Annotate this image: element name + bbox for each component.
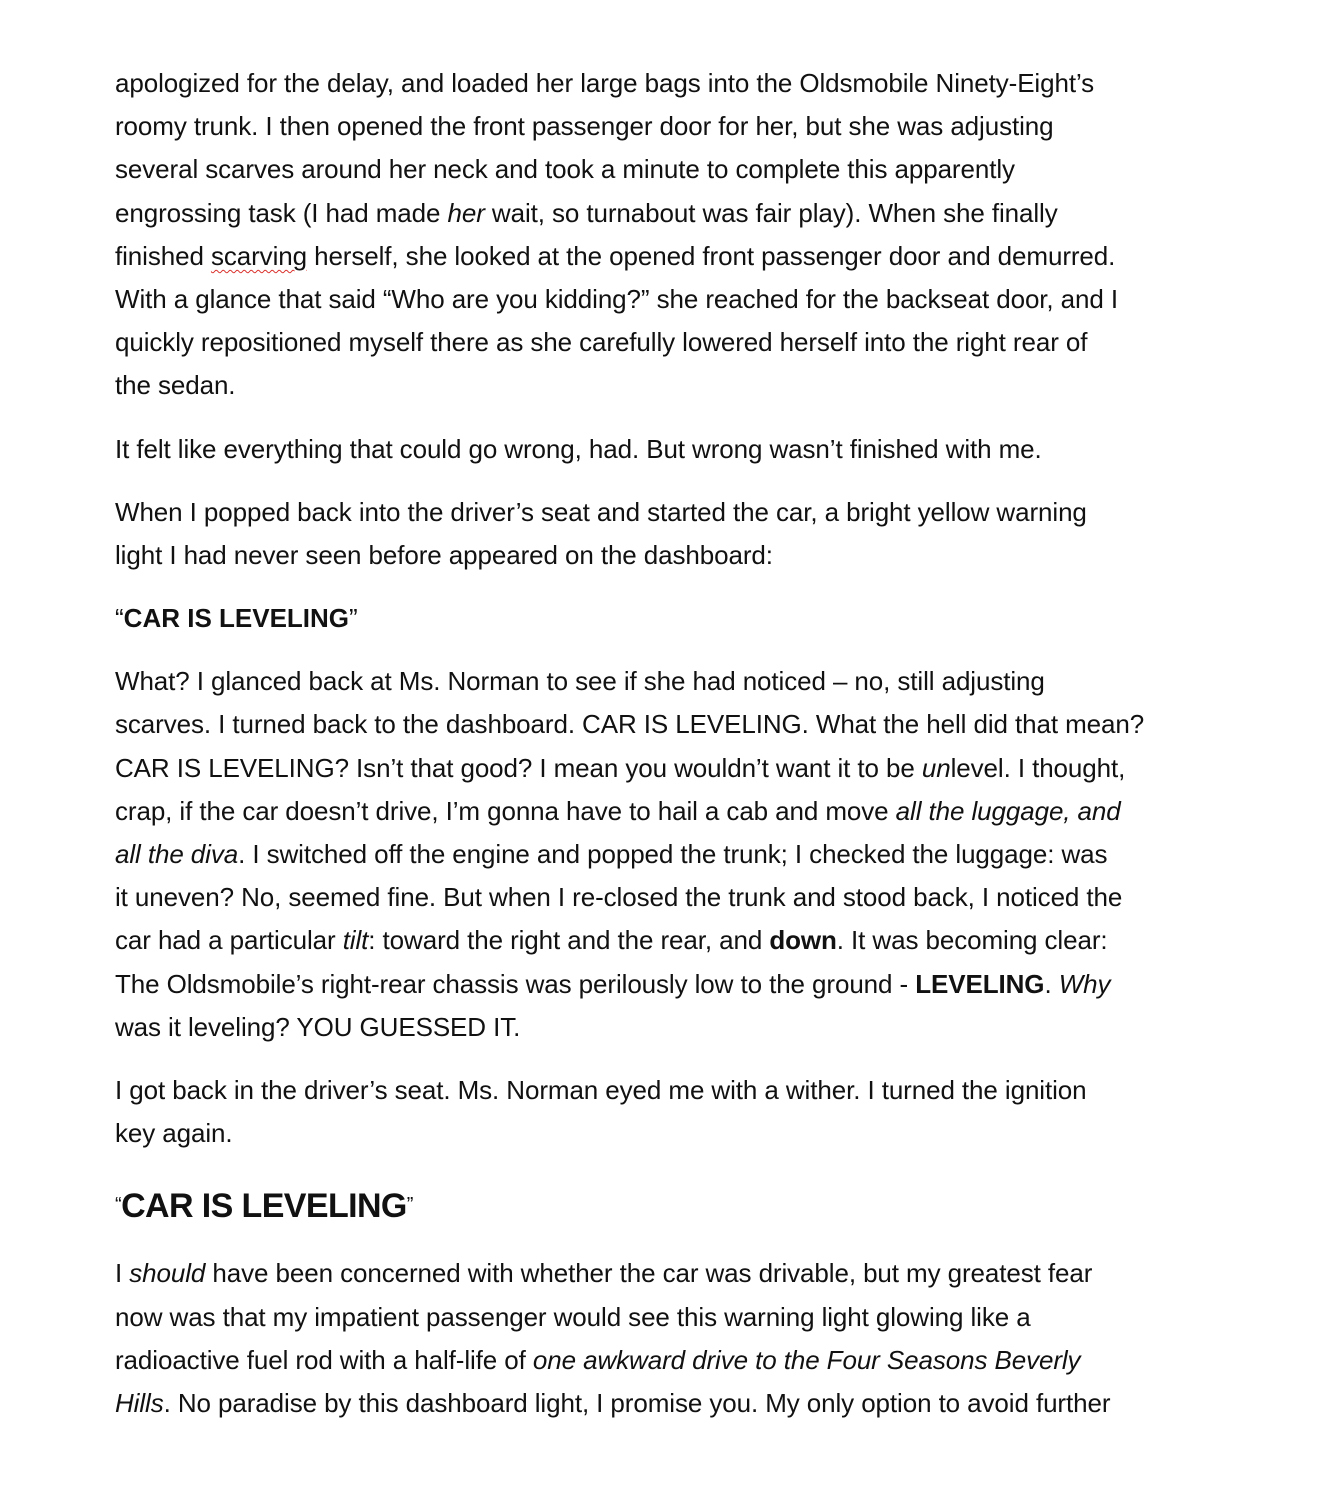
text-line <box>115 747 1225 790</box>
italic-run: tilt <box>342 925 369 956</box>
bold-run: LEVELING <box>915 968 1045 999</box>
close-quote: ” <box>349 603 358 634</box>
italic-run: un <box>921 752 951 783</box>
italic-run: all the diva <box>115 839 239 870</box>
warning-label: CAR IS LEVELING <box>123 603 350 634</box>
text-line <box>115 833 1225 876</box>
text-line <box>115 235 1225 278</box>
text-line: When I popped back into the driver’s seat and started the car, a bright yellow warning <box>115 496 1087 527</box>
document-body <box>115 62 1225 1425</box>
paragraph-spacing <box>115 1232 1225 1252</box>
italic-run: Hills <box>115 1387 164 1418</box>
text-line: With a glance that said “Who are you kidding?” she reached for the backseat door, and I <box>115 283 1119 314</box>
close-quote: ” <box>406 1194 413 1217</box>
paragraph-spacing <box>115 1049 1225 1069</box>
paragraph-spacing <box>115 471 1225 491</box>
warning-text-large <box>115 1179 1225 1232</box>
text-run: finished <box>115 240 211 271</box>
text-line <box>115 192 1225 235</box>
text-line <box>115 790 1225 833</box>
warning-text-small <box>115 597 1225 640</box>
text-line: now was that my impatient passenger would see this warning light glowing like a <box>115 1301 1031 1332</box>
italic-run: should <box>129 1258 206 1289</box>
text-run: crap, if the car doesn’t drive, I’m gonna have to hail a cab and move <box>115 795 896 826</box>
paragraph-3 <box>115 491 1225 577</box>
text-run: car had a particular <box>115 925 343 956</box>
text-line: was it leveling? YOU GUESSED IT. <box>115 1011 521 1042</box>
text-line: apologized for the delay, and loaded her large bags into the Oldsmobile Ninety-Eight’s <box>115 68 1095 98</box>
spellcheck-flagged-word[interactable]: scarving <box>210 240 307 271</box>
text-run: wait, so turnabout was fair play). When she finally <box>484 197 1058 228</box>
bold-run: down <box>769 925 837 956</box>
paragraph-6 <box>115 1252 1225 1425</box>
text-run: . <box>1044 968 1059 999</box>
open-quote: “ <box>115 603 124 634</box>
text-run: . I switched off the engine and popped the trunk; I checked the luggage: was <box>238 839 1108 870</box>
text-run: I <box>115 1258 130 1289</box>
italic-run: her <box>447 197 485 228</box>
paragraph-spacing <box>115 408 1225 428</box>
text-line: roomy trunk. I then opened the front passenger door for her, but she was adjusting <box>115 111 1054 142</box>
text-line: It felt like everything that could go wrong, had. But wrong wasn’t finished with me. <box>115 433 1042 464</box>
paragraph-spacing <box>115 1155 1225 1179</box>
text-run: radioactive fuel rod with a half-life of <box>115 1344 533 1375</box>
text-line <box>115 1339 1225 1382</box>
text-run: : toward the right and the rear, and <box>368 925 770 956</box>
text-line: the sedan. <box>115 370 236 401</box>
text-run: The Oldsmobile’s right-rear chassis was perilously low to the ground - <box>115 968 916 999</box>
paragraph-2 <box>115 428 1225 471</box>
text-line <box>115 963 1225 1006</box>
text-line: it uneven? No, seemed fine. But when I re-closed the trunk and stood back, I noticed the <box>115 882 1123 913</box>
text-run: . No paradise by this dashboard light, I promise you. My only option to avoid further <box>163 1387 1111 1418</box>
text-run: level. I thought, <box>950 752 1126 783</box>
paragraph-spacing <box>115 577 1225 597</box>
italic-run: all the luggage, and <box>895 795 1121 826</box>
text-line: What? I glanced back at Ms. Norman to see if she had noticed – no, still adjusting <box>115 666 1045 697</box>
warning-label: CAR IS LEVELING <box>121 1187 407 1226</box>
text-run: . It was becoming clear: <box>836 925 1108 956</box>
text-run: have been concerned with whether the car was drivable, but my greatest fear <box>205 1258 1093 1289</box>
paragraph-spacing <box>115 640 1225 660</box>
text-line: key again. <box>115 1118 233 1149</box>
text-run: herself, she looked at the opened front passenger door and demurred. <box>306 240 1116 271</box>
text-line: quickly repositioned myself there as she carefully lowered herself into the right rear of <box>115 327 1088 358</box>
italic-run: Why <box>1058 968 1111 999</box>
paragraph-5 <box>115 1069 1225 1155</box>
open-quote: “ <box>115 1194 122 1217</box>
paragraph-4 <box>115 660 1225 1049</box>
text-run: engrossing task (I had made <box>115 197 448 228</box>
text-line <box>115 919 1225 962</box>
text-line <box>115 1252 1225 1295</box>
text-run: CAR IS LEVELING? Isn’t that good? I mean you wouldn’t want it to be <box>115 752 922 783</box>
paragraph-1 <box>115 62 1225 408</box>
text-line: light I had never seen before appeared on the dashboard: <box>115 539 773 570</box>
text-line <box>115 1382 1225 1425</box>
italic-run: one awkward drive to the Four Seasons Beverly <box>532 1344 1081 1375</box>
text-line: scarves. I turned back to the dashboard. CAR IS LEVELING. What the hell did that mean? <box>115 709 1145 740</box>
text-line: I got back in the driver’s seat. Ms. Norman eyed me with a wither. I turned the ignition <box>115 1074 1087 1105</box>
text-line: several scarves around her neck and took a minute to complete this apparently <box>115 154 1015 185</box>
